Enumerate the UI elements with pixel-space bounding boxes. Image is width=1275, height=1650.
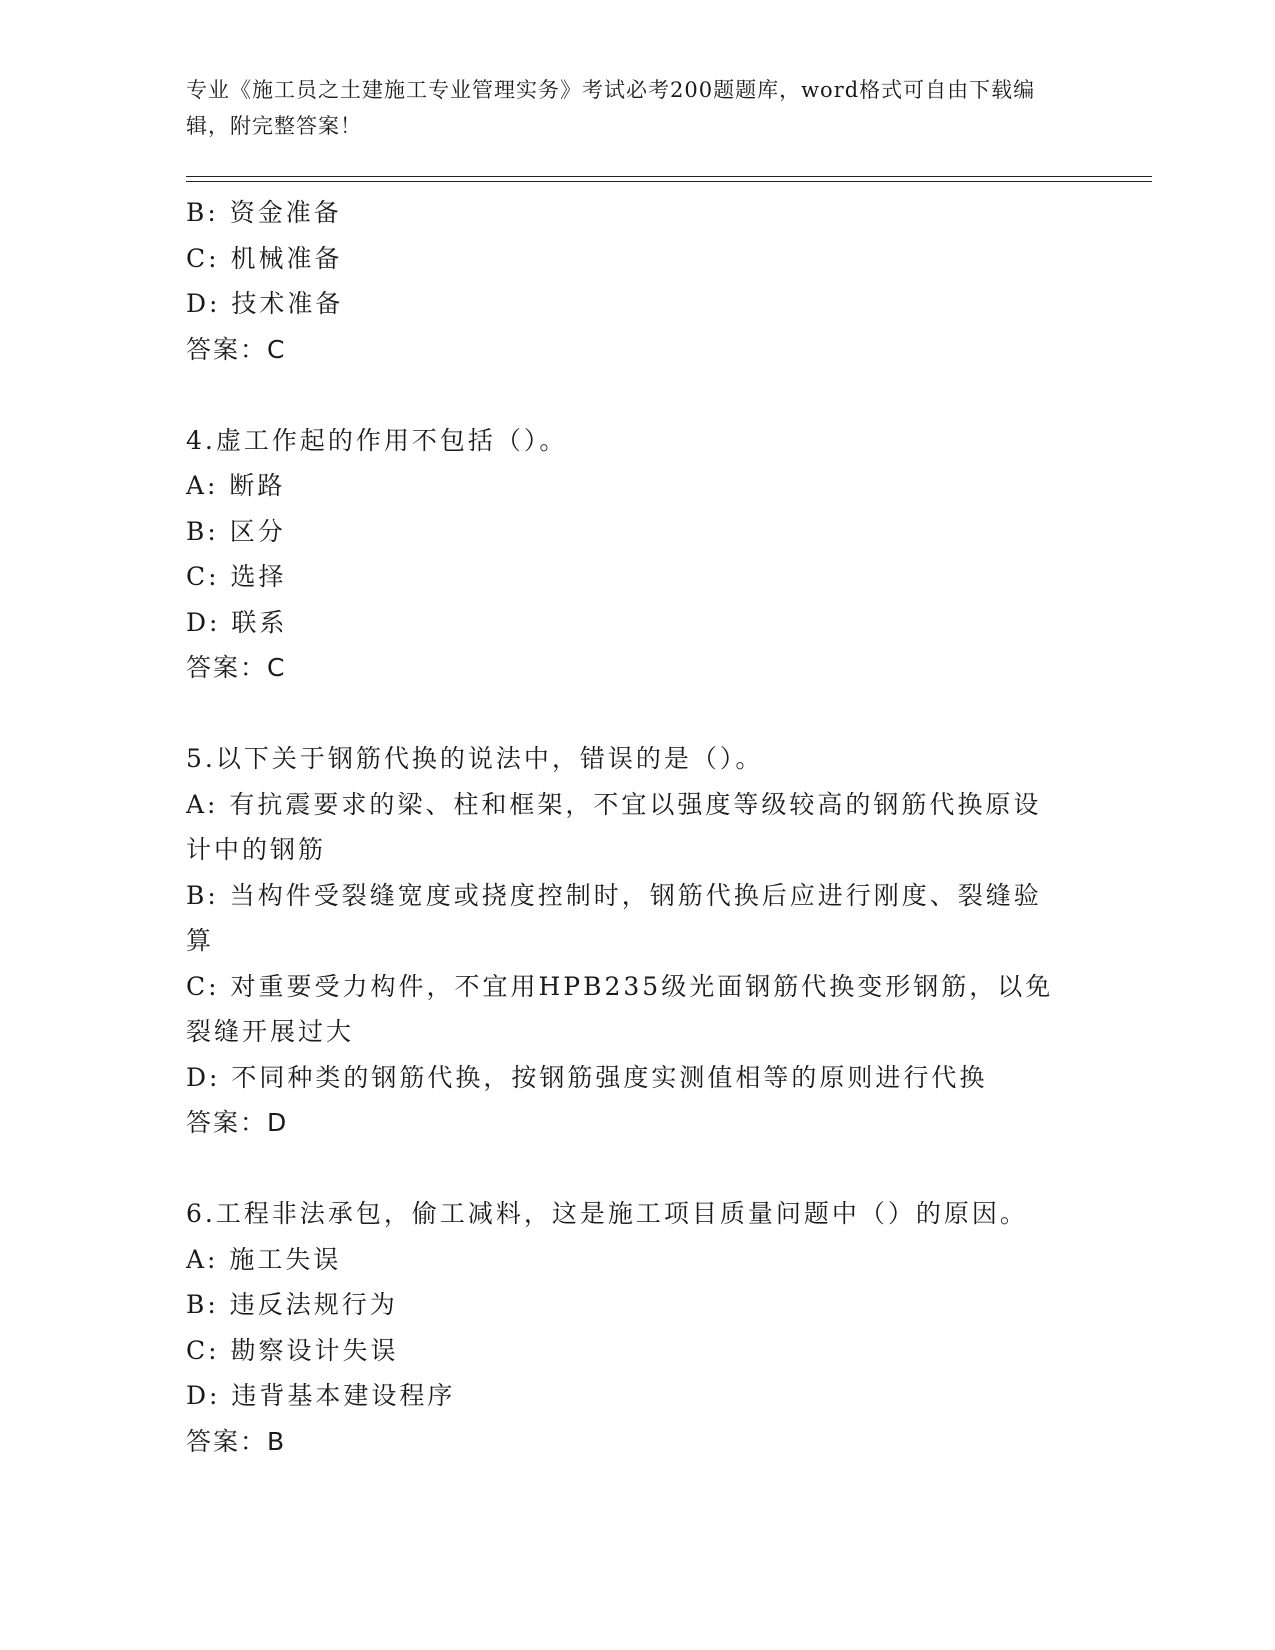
option-d: D: 联系 xyxy=(186,607,288,637)
question-text: 4.虚工作起的作用不包括（）。 xyxy=(186,425,568,455)
option-c: C: 勘察设计失误 xyxy=(186,1335,399,1365)
question-6 xyxy=(186,1191,1066,1464)
header-divider-bottom xyxy=(186,181,1152,182)
question-text: 6.工程非法承包，偷工减料，这是施工项目质量问题中（）的原因。 xyxy=(186,1199,1028,1228)
question-list xyxy=(186,190,1066,1464)
option-b: B: 区分 xyxy=(186,516,286,546)
question-text: 5.以下关于钢筋代换的说法中，错误的是（）。 xyxy=(186,744,764,773)
question-4 xyxy=(186,418,1066,691)
answer: 答案：C xyxy=(186,334,287,364)
document-header: 专业《施工员之土建施工专业管理实务》考试必考200题题库，word格式可自由下载编辑，附完整答案！ xyxy=(186,78,1036,138)
option-a: A: 有抗震要求的梁、柱和框架，不宜以强度等级较高的钢筋代换原设计中的钢筋 xyxy=(186,789,1042,864)
question-3 xyxy=(186,190,1066,372)
answer: 答案：D xyxy=(186,1108,289,1137)
option-c: C: 对重要受力构件，不宜用HPB235级光面钢筋代换变形钢筋，以免裂缝开展过大 xyxy=(186,971,1054,1046)
option-b: B: 当构件受裂缝宽度或挠度控制时，钢筋代换后应进行刚度、裂缝验算 xyxy=(186,880,1042,955)
option-a: A: 断路 xyxy=(186,471,286,500)
option-d: D: 违背基本建设程序 xyxy=(186,1381,456,1410)
option-d: D: 技术准备 xyxy=(186,289,344,318)
spacer xyxy=(186,691,1066,737)
option-a: A: 施工失误 xyxy=(186,1244,342,1274)
option-c: C: 机械准备 xyxy=(186,243,343,273)
answer: 答案：C xyxy=(186,653,287,682)
question-5 xyxy=(186,736,1066,1146)
option-d: D: 不同种类的钢筋代换，按钢筋强度实测值相等的原则进行代换 xyxy=(186,1062,988,1092)
option-b: B: 资金准备 xyxy=(186,198,342,227)
option-c: C: 选择 xyxy=(186,562,287,591)
header-divider-top xyxy=(186,176,1152,177)
spacer xyxy=(186,372,1066,418)
answer: 答案：B xyxy=(186,1426,287,1456)
option-b: B: 违反法规行为 xyxy=(186,1290,398,1319)
spacer xyxy=(186,1146,1066,1192)
